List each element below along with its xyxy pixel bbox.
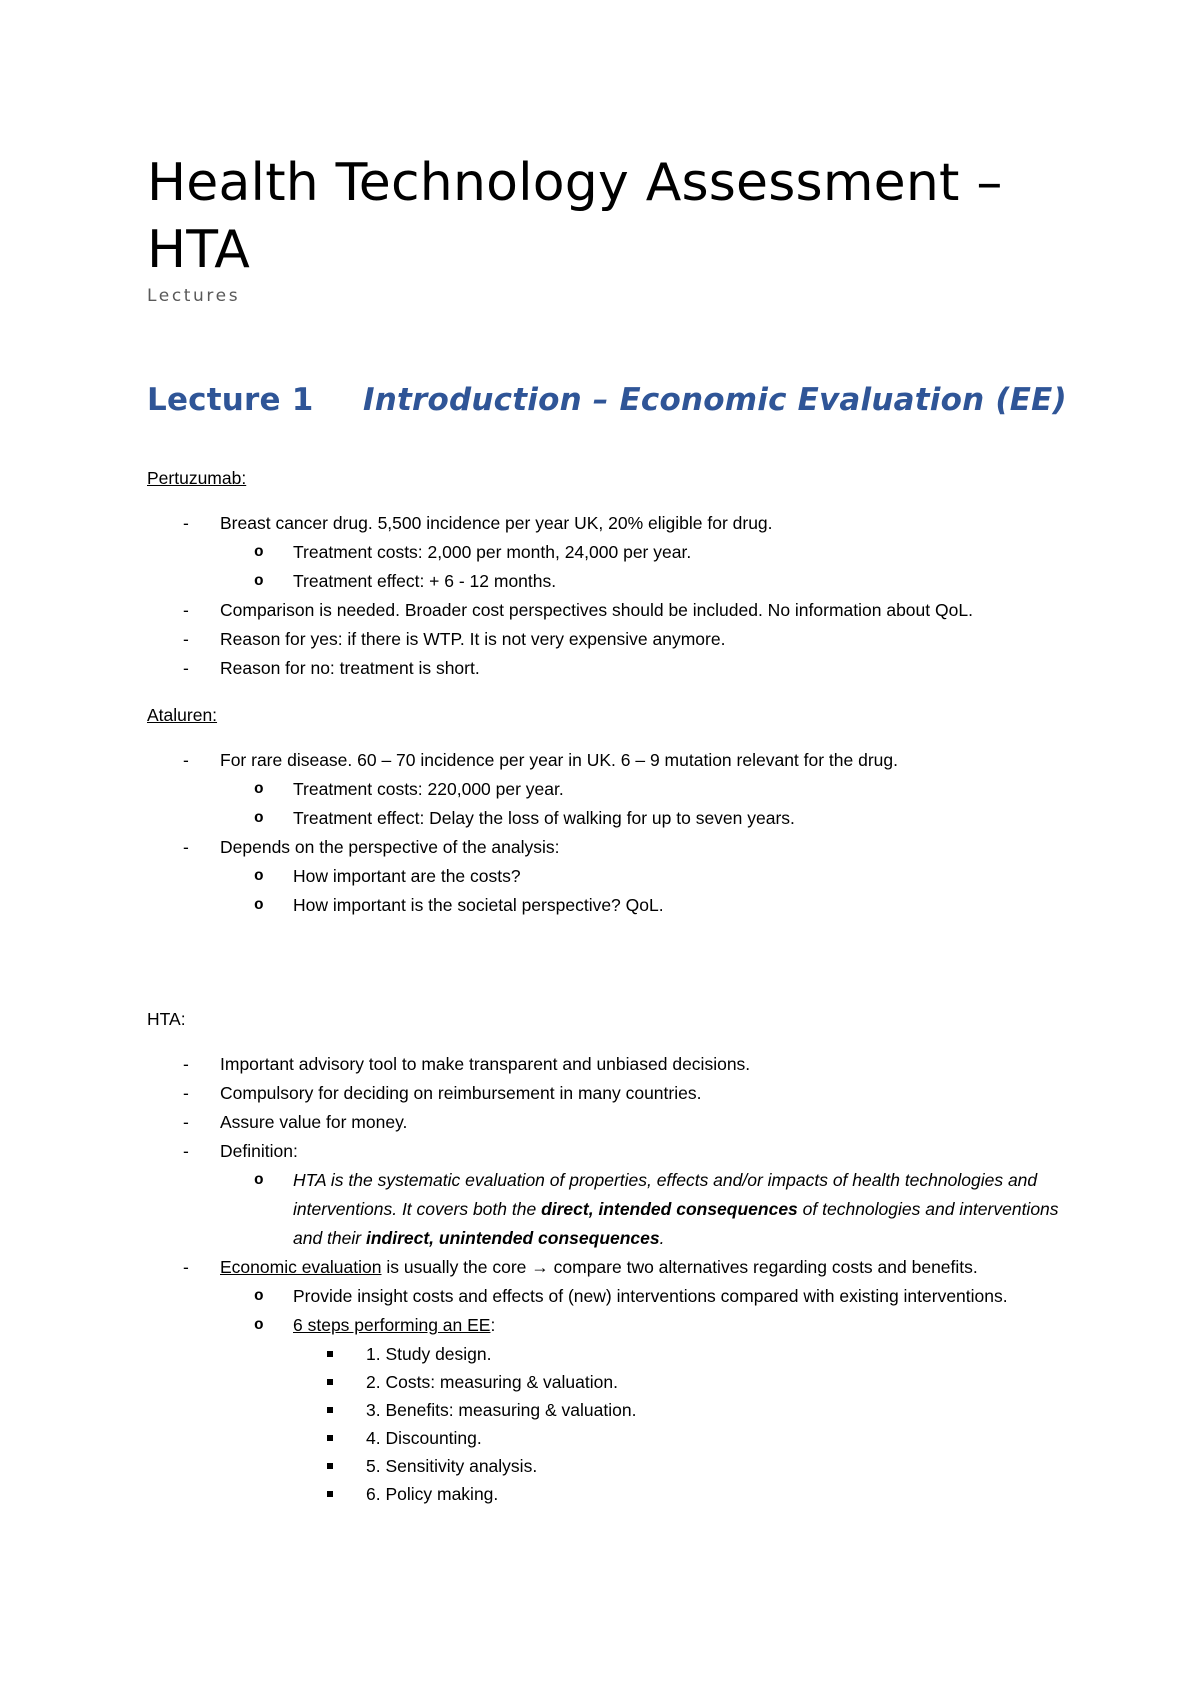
sub-list-item bbox=[220, 891, 1077, 920]
sub-list bbox=[220, 775, 1077, 833]
arrow-right-icon: → bbox=[531, 1257, 549, 1277]
definition-part: HTA is the systematic evaluation of properties, effects and/or impacts of health technologies and interventions. It covers both the bbox=[293, 1170, 1038, 1219]
dash-bullet: - bbox=[183, 1054, 189, 1074]
lecture-heading bbox=[147, 378, 1077, 422]
step-item bbox=[293, 1368, 1077, 1396]
dash-bullet: - bbox=[183, 629, 189, 649]
sub-list-item-text: Treatment costs: 220,000 per year. bbox=[293, 779, 564, 799]
list-item bbox=[147, 833, 1077, 920]
hta-label: HTA: bbox=[147, 1009, 186, 1029]
step-item bbox=[293, 1340, 1077, 1368]
lecture-title: Introduction – Economic Evaluation (EE) bbox=[363, 382, 1067, 418]
circle-bullet: o bbox=[254, 867, 264, 885]
list-item-text: Definition: bbox=[220, 1141, 298, 1161]
definition-item bbox=[220, 1166, 1077, 1253]
step-text: 4. Discounting. bbox=[366, 1428, 482, 1448]
list-item-text: Breast cancer drug. 5,500 incidence per year UK, 20% eligible for drug. bbox=[220, 513, 773, 533]
dash-bullet: - bbox=[183, 600, 189, 620]
economic-evaluation-term: Economic evaluation bbox=[220, 1257, 382, 1277]
sub-list-item bbox=[220, 1282, 1077, 1311]
dash-bullet: - bbox=[183, 658, 189, 678]
sub-list-item-text: How important are the costs? bbox=[293, 866, 521, 886]
circle-bullet: o bbox=[254, 1316, 264, 1334]
pertuzumab-list bbox=[147, 509, 1077, 683]
definition-part: . bbox=[659, 1228, 665, 1248]
list-item-text: Depends on the perspective of the analysis: bbox=[220, 837, 560, 857]
list-item-text: Comparison is needed. Broader cost perspectives should be included. No information about QoL. bbox=[220, 600, 973, 620]
document-title: Health Technology Assessment – HTA bbox=[147, 153, 1003, 280]
ataluren-list bbox=[147, 746, 1077, 920]
step-text: 2. Costs: measuring & valuation. bbox=[366, 1372, 618, 1392]
list-item-text: is usually the core bbox=[381, 1257, 532, 1277]
list-item-text: Reason for yes: if there is WTP. It is not very expensive anymore. bbox=[220, 629, 726, 649]
square-bullet bbox=[327, 1491, 333, 1497]
dash-bullet: - bbox=[183, 513, 189, 533]
dash-bullet: - bbox=[183, 837, 189, 857]
list-item-text: Compulsory for deciding on reimbursement in many countries. bbox=[220, 1083, 702, 1103]
square-bullet bbox=[327, 1351, 333, 1357]
step-item bbox=[293, 1396, 1077, 1424]
list-item-text: Assure value for money. bbox=[220, 1112, 408, 1132]
circle-bullet: o bbox=[254, 1287, 264, 1305]
sub-list bbox=[220, 1282, 1077, 1508]
sub-list-item bbox=[220, 538, 1077, 567]
list-item-text: For rare disease. 60 – 70 incidence per year in UK. 6 – 9 mutation relevant for the drug. bbox=[220, 750, 899, 770]
list-item-text: Reason for no: treatment is short. bbox=[220, 658, 480, 678]
step-text: 5. Sensitivity analysis. bbox=[366, 1456, 538, 1476]
lecture-number: Lecture 1 bbox=[147, 382, 314, 418]
sub-list-item-text: Treatment costs: 2,000 per month, 24,000 per year. bbox=[293, 542, 692, 562]
sub-list-item-text: Provide insight costs and effects of (new) interventions compared with existing interventions. bbox=[293, 1286, 1008, 1306]
list-item bbox=[147, 1079, 1077, 1108]
step-text: 6. Policy making. bbox=[366, 1484, 499, 1504]
definition-emphasis: indirect, unintended consequences bbox=[365, 1228, 660, 1248]
sub-list-item bbox=[220, 775, 1077, 804]
step-item bbox=[293, 1452, 1077, 1480]
list-item bbox=[147, 596, 1077, 625]
list-item bbox=[147, 1137, 1077, 1253]
sub-list-item bbox=[220, 1311, 1077, 1508]
sub-list-item bbox=[220, 567, 1077, 596]
document-content bbox=[147, 150, 1077, 1508]
steps-list bbox=[293, 1340, 1077, 1508]
step-text: 3. Benefits: measuring & valuation. bbox=[366, 1400, 637, 1420]
dash-bullet: - bbox=[183, 1112, 189, 1132]
list-item-text: Important advisory tool to make transparent and unbiased decisions. bbox=[220, 1054, 751, 1074]
sub-list-item bbox=[220, 804, 1077, 833]
step-text: 1. Study design. bbox=[366, 1344, 492, 1364]
hta-list bbox=[147, 1050, 1077, 1508]
sub-list bbox=[220, 538, 1077, 596]
dash-bullet: - bbox=[183, 1141, 189, 1161]
sub-list-item-text: Treatment effect: Delay the loss of walking for up to seven years. bbox=[293, 808, 795, 828]
circle-bullet: o bbox=[254, 572, 264, 590]
steps-heading: 6 steps performing an EE bbox=[293, 1315, 491, 1335]
definition-emphasis: direct, intended consequences bbox=[541, 1199, 798, 1219]
dash-bullet: - bbox=[183, 1257, 189, 1277]
dash-bullet: - bbox=[183, 1083, 189, 1103]
ataluren-label: Ataluren: bbox=[147, 705, 218, 725]
circle-bullet: o bbox=[254, 809, 264, 827]
steps-heading-colon: : bbox=[490, 1315, 496, 1335]
list-item bbox=[147, 1253, 1077, 1508]
sub-list-item-text: Treatment effect: + 6 - 12 months. bbox=[293, 571, 557, 591]
step-item bbox=[293, 1480, 1077, 1508]
sub-list bbox=[220, 1166, 1077, 1253]
dash-bullet: - bbox=[183, 750, 189, 770]
circle-bullet: o bbox=[254, 1171, 264, 1189]
square-bullet bbox=[327, 1379, 333, 1385]
document-subtitle: Lectures bbox=[147, 286, 241, 306]
square-bullet bbox=[327, 1435, 333, 1441]
pertuzumab-label: Pertuzumab: bbox=[147, 468, 247, 488]
sub-list-item-text: How important is the societal perspective? QoL. bbox=[293, 895, 664, 915]
square-bullet bbox=[327, 1463, 333, 1469]
list-item bbox=[147, 654, 1077, 683]
circle-bullet: o bbox=[254, 780, 264, 798]
circle-bullet: o bbox=[254, 896, 264, 914]
list-item bbox=[147, 1050, 1077, 1079]
list-item-text: compare two alternatives regarding costs and benefits. bbox=[548, 1257, 978, 1277]
list-item bbox=[147, 1108, 1077, 1137]
definition-part: of technologies and interventions and their bbox=[293, 1199, 1059, 1248]
step-item bbox=[293, 1424, 1077, 1452]
list-item bbox=[147, 746, 1077, 833]
circle-bullet: o bbox=[254, 543, 264, 561]
list-item bbox=[147, 509, 1077, 596]
sub-list-item bbox=[220, 862, 1077, 891]
definition-text bbox=[293, 1170, 1059, 1248]
square-bullet bbox=[327, 1407, 333, 1413]
sub-list bbox=[220, 862, 1077, 920]
list-item bbox=[147, 625, 1077, 654]
